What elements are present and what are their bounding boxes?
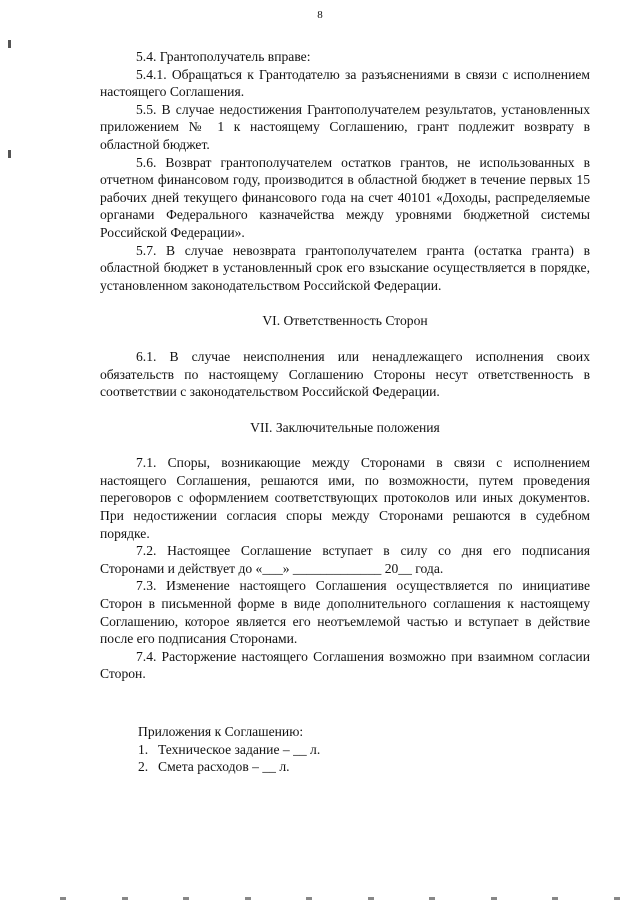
- list-item-number: 1.: [138, 741, 149, 757]
- page-number: 8: [317, 9, 323, 21]
- scan-speck: [614, 897, 620, 900]
- clause-7-3: 7.3. Изменение настоящего Соглашения осуществляется по инициативе Сторон в письменной форме в виде дополнительного соглашения к настоящему Соглашению, которое является его неотъемлемой частью и вступает в действие после его подписания Сторонами.: [100, 578, 590, 647]
- clause-5-4: 5.4. Грантополучатель вправе:: [136, 49, 311, 64]
- list-item: [138, 758, 590, 776]
- scan-speck: [368, 897, 374, 900]
- clause-5-4-1: 5.4.1. Обращаться к Грантодателю за разъяснениями в связи с исполнением настоящего Соглашения.: [100, 66, 590, 100]
- clause-7-1: 7.1. Споры, возникающие между Сторонами в связи с исполнением настоящего Соглашения, решаются ими, по возможности, путем проведения переговоров с оформлением соответствующих протоколов или иных документов. При недостижении согласия споры между Сторонами решаются в судебном порядке.: [100, 455, 590, 541]
- scan-speck: [429, 897, 435, 900]
- scan-speck: [491, 897, 497, 900]
- clause-6-1: 6.1. В случае неисполнения или ненадлежащего исполнения своих обязательств по настоящему Соглашению Стороны несут ответственность в соответствии с законодательством Российской Федерации.: [100, 348, 590, 400]
- scan-speck: [122, 897, 128, 900]
- scan-speck: [306, 897, 312, 900]
- margin-mark: [8, 150, 11, 158]
- clause-5-7: 5.7. В случае невозврата грантополучателем гранта (остатка гранта) в областной бюджет в установленный срок его взыскание осуществляется в порядке, установленном законодательством Российской Федерации.: [100, 242, 590, 293]
- section-6-heading: VI. Ответственность Сторон: [262, 313, 428, 329]
- scan-speck: [552, 897, 558, 900]
- scan-speck: [183, 897, 189, 900]
- clause-7-2: 7.2. Настоящее Соглашение вступает в силу со дня его подписания Сторонами и действует до «___» _____________ 20__ года.: [100, 543, 590, 576]
- list-item: [138, 741, 590, 759]
- scan-speck: [60, 897, 66, 900]
- clause-5-6: 5.6. Возврат грантополучателем остатков грантов, не использованных в отчетном финансовом году, производится в областной бюджет в течение первых 15 рабочих дней текущего финансового года на счет 40101 «Доходы, распределяемые органами Федерального казначейства между уровнями бюджетной системы Российской Федерации».: [100, 154, 590, 240]
- clause-5-5: 5.5. В случае недостижения Грантополучателем результатов, установленных приложением № 1 к настоящему Соглашению, грант подлежит возврату в областной бюджет.: [100, 101, 590, 152]
- section-7-heading: VII. Заключительные положения: [250, 419, 440, 435]
- scan-artifacts: [60, 897, 620, 903]
- appendices-title: Приложения к Соглашению:: [138, 724, 304, 739]
- list-item-number: 2.: [138, 759, 149, 775]
- document-body: [100, 48, 590, 776]
- margin-mark: [8, 40, 11, 48]
- clause-7-4: 7.4. Расторжение настоящего Соглашения возможно при взаимном согласии Сторон.: [100, 648, 590, 682]
- appendices-list: [100, 741, 590, 776]
- list-item-text: Смета расходов – __ л.: [158, 759, 290, 775]
- list-item-text: Техническое задание – __ л.: [158, 741, 321, 757]
- scan-speck: [245, 897, 251, 900]
